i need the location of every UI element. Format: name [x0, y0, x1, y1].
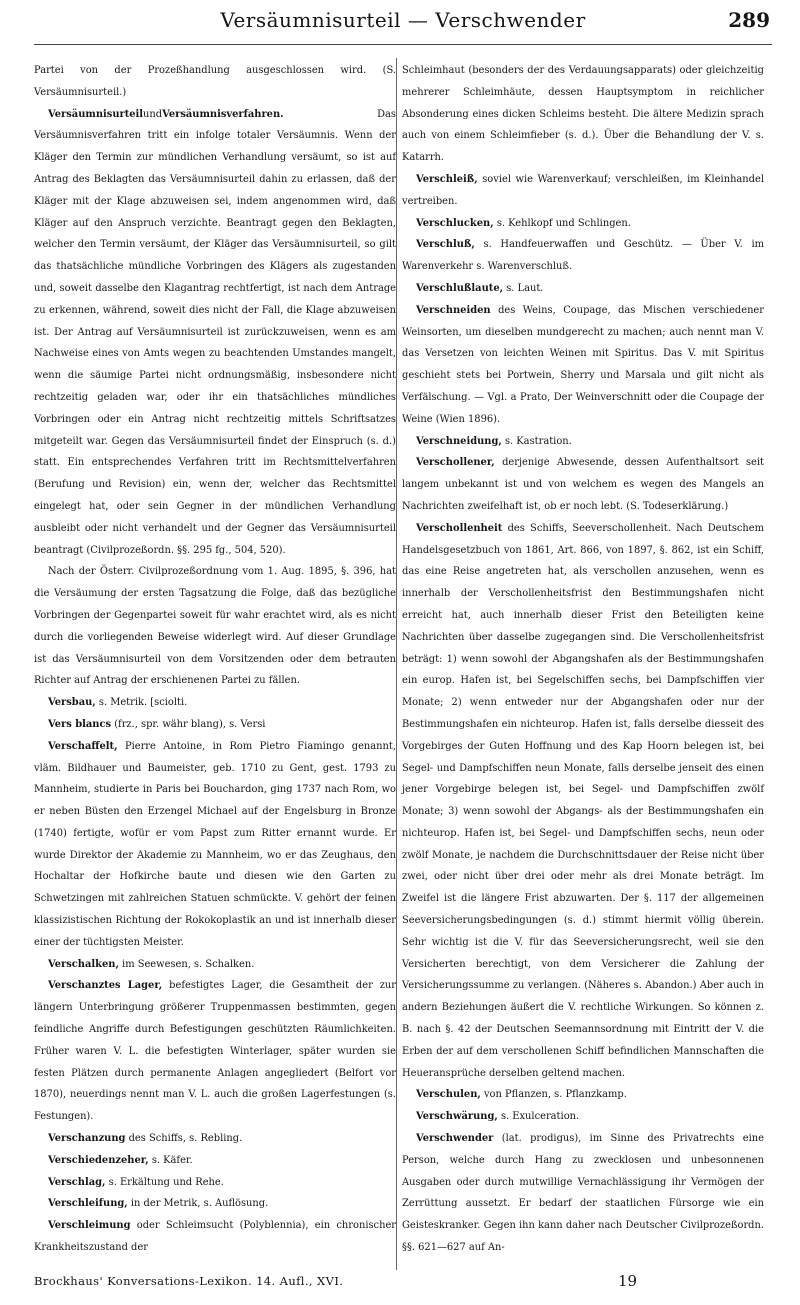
entry-text: des Schiffs, s. Rebling.: [128, 1133, 243, 1145]
dictionary-entry: [34, 1128, 396, 1150]
dictionary-entry: [402, 452, 764, 517]
entry-text: derjenige Abwesende, dessen Aufenthaltsort seit langem unbekannt ist und von welchem es wegen des Mangels an Nachrichten zweifelhaft ist, ob er noch lebt. (S. Todeserklärung.): [402, 457, 765, 512]
dictionary-entry: [34, 736, 396, 954]
dictionary-entry: [402, 300, 764, 431]
entry-text: Partei von der Prozeßhandlung ausgeschlossen wird. (S. Versäumnisurteil.): [34, 65, 396, 98]
entry-text: Schleimhaut (besonders der des Verdauungsapparats) oder gleichzeitig mehrerer Schleimhäute, dessen Hauptsymptom in reichlicher Absonderung eines dicken Schleims besteht. Die ältere Medizin sprach auch von einem Schleimfieber (s. d.). Über die Behandlung der V. s. Katarrh.: [402, 65, 764, 164]
entry-text: von Pflanzen, s. Pflanzkamp.: [483, 1089, 627, 1101]
dictionary-entry: [402, 1084, 764, 1106]
entry-text: befestigtes Lager, die Gesamtheit der zur längern Unterbringung größerer Truppenmassen bestimmten, gegen feindliche Angriffe durch Befestigungen geschützten Räumlichkeiten. Früher waren V. L. die befestigten Winterlager, später wurden sie festen Plätzen durch permanente Anlagen angegliedert (Belfort vor 1870), neuerdings nennt man V. L. auch die großen Lagerfestungen (s. Festungen).: [34, 980, 397, 1123]
dictionary-entry: [34, 1215, 396, 1259]
page-number: 289: [728, 8, 770, 32]
entry-text: s. Erkältung und Rehe.: [108, 1176, 224, 1188]
dictionary-entry: [402, 278, 764, 300]
entry-text: s. Laut.: [506, 282, 544, 294]
entry-text: in der Metrik, s. Auflösung.: [130, 1198, 269, 1210]
dictionary-entry: [402, 431, 764, 453]
dictionary-entry: [402, 60, 764, 169]
entry-headword: Verschiedenzeher,: [48, 1154, 149, 1166]
entry-headword: Versäumnisverfahren.: [162, 108, 284, 120]
entry-text: soviel wie Warenverkauf; verschleißen, im Kleinhandel vertreiben.: [402, 173, 764, 207]
entry-headword: Verschaffelt,: [48, 740, 118, 752]
entry-text: Pierre Antoine, in Rom Pietro Fiamingo genannt, vläm. Bildhauer und Baumeister, geb. 1710 zu Gent, gest. 1793 zu Mannheim, studierte in Paris bei Bouchardon, ging 1737 nach Rom, wo er neben Büsten den Erzengel Michael auf der Engelsburg in Bronze (1740) fertigte, wofür er vom Papst zum Ritter ernannt wurde. Er wurde Direktor der Akademie zu Mannheim, wo er das Zeughaus, den Hochaltar der Hofkirche baute und diesen wie den Garten zu Schwetzingen mit zahlreichen Statuen schmückte. V. gehört der feinen klassizistischen Richtung der Rokokoplastik an und ist innerhalb dieser einer der tüchtigsten Meister.: [34, 740, 396, 948]
entry-headword: Verschleimung: [48, 1220, 131, 1232]
sheet-signature: 19: [618, 1272, 638, 1290]
dictionary-entry: [34, 104, 396, 562]
entry-headword: Verschneidung,: [416, 435, 502, 447]
entry-headword: Verschlag,: [48, 1176, 106, 1188]
entry-text: (frz., spr. währ blang), s. Versi: [114, 718, 266, 730]
entry-headword: Verschleiß,: [416, 173, 478, 185]
entry-headword: Verschlußlaute,: [416, 282, 504, 294]
entry-headword: Vers blancs: [48, 718, 112, 730]
entry-headword: Verschneiden: [416, 304, 491, 316]
entry-headword: Versäumnisurteil: [48, 108, 144, 120]
entry-text: des Weins, Coupage, das Mischen verschiedener Weinsorten, um dieselben mundgerecht zu machen; auch nennt man V. das Versetzen von leichten Weinen mit Spiritus. Das V. mit Spiritus geschieht stets bei Portwein, Sherry und Marsala und gilt nicht als Verfälschung. — Vgl. a Prato, Der Weinverschnitt oder die Coupage der Weine (Wien 1896).: [402, 304, 764, 425]
entry-text: Nach der Österr. Civilprozeßordnung vom 1. Aug. 1895, §. 396, hat die Versäumung der ersten Tagsatzung die Folge, daß das bezügliche Vorbringen der Gegenpartei soweit für wahr erachtet wird, als es nicht durch die vorliegenden Beweise widerlegt wird. Auf dieser Grundlage ist das Versäumnisurteil von dem Vorsitzenden oder dem betrauten Richter auf Antrag der erschienenen Partei zu fällen.: [34, 566, 396, 687]
entry-headword: Verschollener,: [416, 457, 495, 469]
entry-headword: Verschwender: [416, 1133, 494, 1145]
entry-text: oder Schleimsucht (Polyblennia), ein chronischer Krankheitszustand der: [34, 1220, 397, 1254]
dictionary-entry: [34, 954, 396, 976]
running-head-title: Versäumnisurteil — Verschwender: [220, 8, 586, 32]
entry-headword: Verschleifung,: [48, 1198, 128, 1210]
entry-headword: Verschluß,: [416, 239, 475, 251]
entry-headword: Verschlucken,: [416, 217, 494, 229]
dictionary-entry: [34, 1150, 396, 1172]
dictionary-entry: [402, 169, 764, 213]
entry-text: im Seewesen, s. Schalken.: [122, 958, 255, 970]
entry-text: s. Handfeuerwaffen und Geschütz. — Über V. im Warenverkehr s. Warenverschluß.: [402, 239, 764, 273]
dictionary-entry: [34, 561, 396, 692]
running-header: [34, 4, 772, 45]
entry-text: (lat. prodigus), im Sinne des Privatrechts eine Person, welche durch Hang zu zwecklosen und unbesonnenen Ausgaben oder durch mutwillige Vernachlässigung ihr Vermögen der Zerrüttung aussetzt. Er bedarf der staatlichen Fürsorge wie ein Geisteskranker. Gegen ihn kann daher nach Deutscher Civilprozeßordn. §§. 621—627 auf An-: [402, 1133, 765, 1254]
entry-text: s. Metrik. [sciolti.: [98, 697, 188, 709]
dictionary-entry: [402, 1128, 764, 1259]
entry-headword: Verschollenheit: [416, 522, 503, 534]
right-column: [402, 60, 764, 1259]
entry-text: des Schiffs, Seeverschollenheit. Nach Deutschem Handelsgesetzbuch von 1861, Art. 866, von 1897, §. 862, ist ein Schiff, das eine Reise angetreten hat, als verschollen anzusehen, wenn es innerhalb der Verschollenheitsfrist den Bestimmungshafen nicht erreicht hat, auch innerhalb dieser Frist den Beteiligten keine Nachrichten über dasselbe zugegangen sind. Die Verschollenheitsfrist beträgt: 1) wenn sowohl der Abgangshafen als der Bestimmungshafen ein europ. Hafen ist, bei Segelschiffen sechs, bei Dampfschiffen vier Monate; 2) wenn entweder nur der Abgangshafen oder nur der Bestimmungshafen ein nichteurop. Hafen ist, falls derselbe diesseit des Vorgebirges der Guten Hoffnung und des Kap Hoorn belegen ist, bei Segel- und Dampfschiffen neun Monate, falls derselbe jenseit des einen jener Vorgebirge belegen ist, bei Segel- und Dampfschiffen zwölf Monate; 3) wenn sowohl der Abgangs- als der Bestimmungshafen ein nichteurop. Hafen ist, bei Segel- und Dampfschiffen sechs, neun oder zwölf Monate, je nachdem die Durchschnittsdauer der Reise nicht über zwei, oder nicht über drei oder mehr als drei Monate beträgt. Im Zweifel ist die längere Frist abzuwarten. Der §. 117 der allgemeinen Seeversicherungsbedingungen (s. d.) stimmt hiermit völlig überein. Sehr wichtig ist die V. für das Seeversicherungsrecht, weil sie den Versicherten berechtigt, von dem Versicherer die Zahlung der Versicherungssumme zu verlangen. (Näheres s. Abandon.) Aber auch in andern Beziehungen äußert die V. rechtliche Wirkungen. So können z. B. nach §. 42 der Deutschen Seemannsordnung mit Eintritt der V. die Erben der auf dem verschollenen Schiff befindlichen Mannschaften die Heueransprüche derselben geltend machen.: [402, 522, 764, 1079]
dictionary-entry: [34, 1172, 396, 1194]
entry-headword: Versbau,: [48, 697, 96, 709]
entry-text: s. Kehlkopf und Schlingen.: [496, 217, 631, 229]
entry-headword: Verschwärung,: [416, 1111, 498, 1123]
entry-text: s. Exulceration.: [500, 1111, 580, 1123]
entry-text: s. Kastration.: [504, 435, 572, 447]
left-column: [34, 60, 396, 1259]
imprint-line: Brockhaus' Konversations-Lexikon. 14. Aufl., XVI.: [34, 1274, 344, 1288]
dictionary-entry: [34, 60, 396, 104]
page-footer: [34, 1272, 772, 1296]
dictionary-entry: [402, 1106, 764, 1128]
entry-headword: Verschanztes Lager,: [48, 980, 163, 992]
dictionary-entry: [402, 213, 764, 235]
dictionary-entry: [402, 234, 764, 278]
dictionary-entry: [34, 692, 396, 714]
dictionary-entry: [34, 975, 396, 1128]
dictionary-entry: [34, 714, 396, 736]
dictionary-entry: [402, 518, 764, 1085]
entry-connector: und: [143, 108, 163, 120]
entry-headword: Verschulen,: [416, 1089, 481, 1101]
entry-headword: Verschalken,: [48, 958, 119, 970]
entry-headword: Verschanzung: [48, 1133, 126, 1145]
entry-text: s. Käfer.: [151, 1154, 193, 1166]
dictionary-entry: [34, 1193, 396, 1215]
entry-text: Das Versäumnisverfahren tritt ein infolge totaler Versäumnis. Wenn der Kläger den Termin zur mündlichen Verhandlung versäumt, so ist auf Antrag des Beklagten das Versäumnisurteil dahin zu erlassen, daß der Kläger mit der Klage abzuweisen sei, indem angenommen wird, daß Kläger auf den Anspruch verzichte. Beantragt gegen den Beklagten, welcher den Termin versäumt, der Kläger das Versäumnisurteil, so gilt das thatsächliche mündliche Vorbringen des Klägers als zugestanden und, soweit dasselbe den Klagantrag rechtfertigt, ist nach dem Antrage zu erkennen, während, soweit dies nicht der Fall, die Klage abzuweisen ist. Der Antrag auf Versäumnisurteil ist zurückzuweisen, wenn es am Nachweise eines von Amts wegen zu beachtenden Umstandes mangelt, wenn die säumige Partei nicht ordnungsmäßig, insbesondere nicht rechtzeitig geladen war, oder ihr ein thatsächliches mündliches Vorbringen oder ein Antrag nicht rechtzeitig mittels Schriftsatzes mitgeteilt war. Gegen das Versäumnisurteil findet der Einspruch (s. d.) statt. Ein entsprechendes Verfahren tritt im Rechtsmittelverfahren (Berufung und Revision) ein, wenn der, welcher das Rechtsmittel eingelegt hat, oder sein Gegner in der mündlichen Verhandlung ausbleibt oder nicht verhandelt und der Gegner das Versäumnisurteil beantragt (Civilprozeßordn. §§. 295 fg., 504, 520).: [34, 108, 396, 556]
column-divider: [396, 58, 397, 1270]
